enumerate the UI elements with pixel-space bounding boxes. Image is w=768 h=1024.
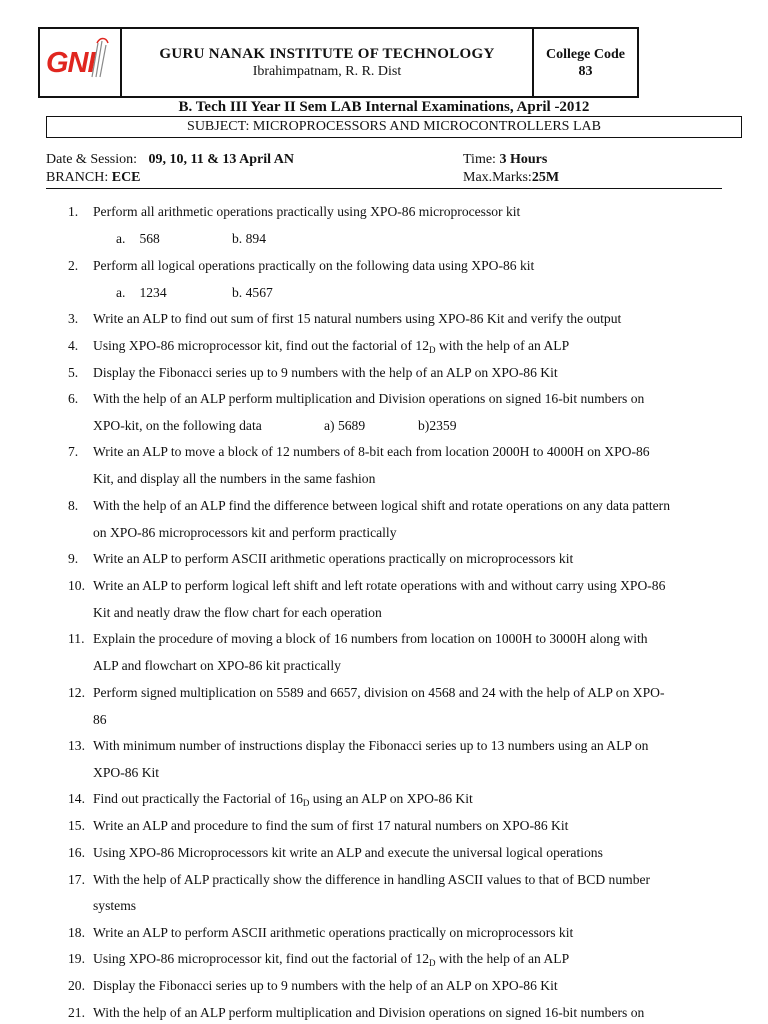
question-6: 6. With the help of an ALP perform multiplication and Division operations on signed 16-bit numbers on — [68, 391, 645, 406]
question-11-cont: ALP and flowchart on XPO-86 kit practically — [93, 658, 341, 673]
question-19: 19. Using XPO-86 microprocessor kit, find out the factorial of $12_D$ with the help of an ALP — [68, 951, 570, 968]
marks-info — [463, 170, 559, 186]
date-session — [46, 152, 294, 168]
question-9: 9. Write an ALP to perform ASCII arithmetic operations practically on microprocessors kit — [68, 551, 574, 566]
question-10: 10. Write an ALP to perform logical left shift and left rotate operations with and without carry using XPO-86 — [68, 578, 666, 593]
time-value: 3 Hours — [499, 152, 548, 167]
q6-option-b: b)2359 — [418, 418, 457, 433]
question-7: 7. Write an ALP to move a block of 12 numbers of 8-bit each from location 2000H to 4000H on XPO-86 — [68, 444, 650, 459]
question-16: 16. Using XPO-86 Microprocessors kit write an ALP and execute the universal logical operations — [68, 845, 603, 860]
question-6-cont: XPO-kit, on the following data — [93, 418, 262, 433]
logo-cell — [40, 29, 122, 96]
institute-logo: GNI — [46, 47, 95, 79]
question-13-cont: XPO-86 Kit — [93, 765, 160, 780]
question-11: 11. Explain the procedure of moving a block of 16 numbers from location on 1000H to 3000H along with — [68, 631, 648, 646]
question-2: 2. Perform all logical operations practically on the following data using XPO-86 kit — [68, 258, 535, 273]
question-8: 8. With the help of an ALP find the difference between logical shift and rotate operations on any data pattern — [68, 498, 670, 513]
college-code-cell — [534, 29, 637, 96]
college-code-label: College Code — [546, 47, 625, 62]
branch-label: BRANCH: — [46, 170, 109, 185]
question-17: 17. With the help of ALP practically show the difference in handling ASCII values to that of BCD number — [68, 872, 651, 887]
question-4: 4. Using XPO-86 microprocessor kit, find out the factorial of $12_D$ with the help of an ALP — [68, 338, 570, 355]
branch-info — [46, 170, 141, 186]
question-14: 14. Find out practically the Factorial of $16_D$ using an ALP on XPO-86 Kit — [68, 791, 473, 808]
q2-option-b: b. 4567 — [232, 285, 273, 300]
question-21: 21. With the help of an ALP perform multiplication and Division operations on signed 16-bit numbers on — [68, 1005, 645, 1020]
marks-value: 25M — [531, 170, 560, 185]
question-10-cont: Kit and neatly draw the flow chart for each operation — [93, 605, 382, 620]
question-8-cont: on XPO-86 microprocessors kit and perform practically — [93, 525, 397, 540]
q2-option-a: a. 1234 — [116, 285, 167, 300]
question-1: 1. Perform all arithmetic operations practically using XPO-86 microprocessor kit — [68, 204, 521, 219]
marks-label: Max.Marks: — [463, 170, 532, 185]
college-code-value: 83 — [578, 64, 593, 79]
institute-name: GURU NANAK INSTITUTE OF TECHNOLOGY — [159, 46, 495, 62]
q6-option-a: a) 5689 — [324, 418, 366, 433]
q1-option-b: b. 894 — [232, 231, 266, 246]
date-label: Date & Session: — [46, 152, 137, 167]
question-3: 3. Write an ALP to find out sum of first 15 natural numbers using XPO-86 Kit and verify the output — [68, 311, 622, 326]
time-info — [463, 152, 547, 168]
question-12: 12. Perform signed multiplication on 5589 and 6657, division on 4568 and 24 with the help of ALP on XPO- — [68, 685, 665, 700]
header-rule — [46, 188, 722, 189]
question-12-cont: 86 — [93, 712, 107, 727]
date-value: 09, 10, 11 & 13 April AN — [148, 152, 294, 167]
branch-value: ECE — [111, 170, 141, 185]
question-5: 5. Display the Fibonacci series up to 9 numbers with the help of an ALP on XPO-86 Kit — [68, 365, 558, 380]
header-table — [38, 27, 639, 98]
question-15: 15. Write an ALP and procedure to find the sum of first 17 natural numbers on XPO-86 Kit — [68, 818, 569, 833]
time-label: Time: — [463, 152, 496, 167]
gni-logo-icon — [88, 37, 110, 81]
subject-box: SUBJECT: MICROPROCESSORS AND MICROCONTROLLERS LAB — [46, 116, 742, 138]
exam-title: B. Tech III Year II Sem LAB Internal Examinations, April -2012 — [178, 99, 590, 115]
question-17-cont: systems — [93, 898, 137, 913]
question-18: 18. Write an ALP to perform ASCII arithmetic operations practically on microprocessors kit — [68, 925, 574, 940]
question-13: 13. With minimum number of instructions display the Fibonacci series up to 13 numbers using an ALP on — [68, 738, 649, 753]
institute-location: Ibrahimpatnam, R. R. Dist — [252, 64, 402, 79]
q1-option-a: a. 568 — [116, 231, 160, 246]
institute-cell — [122, 29, 534, 96]
question-20: 20. Display the Fibonacci series up to 9 numbers with the help of an ALP on XPO-86 Kit — [68, 978, 558, 993]
question-7-cont: Kit, and display all the numbers in the same fashion — [93, 471, 376, 486]
